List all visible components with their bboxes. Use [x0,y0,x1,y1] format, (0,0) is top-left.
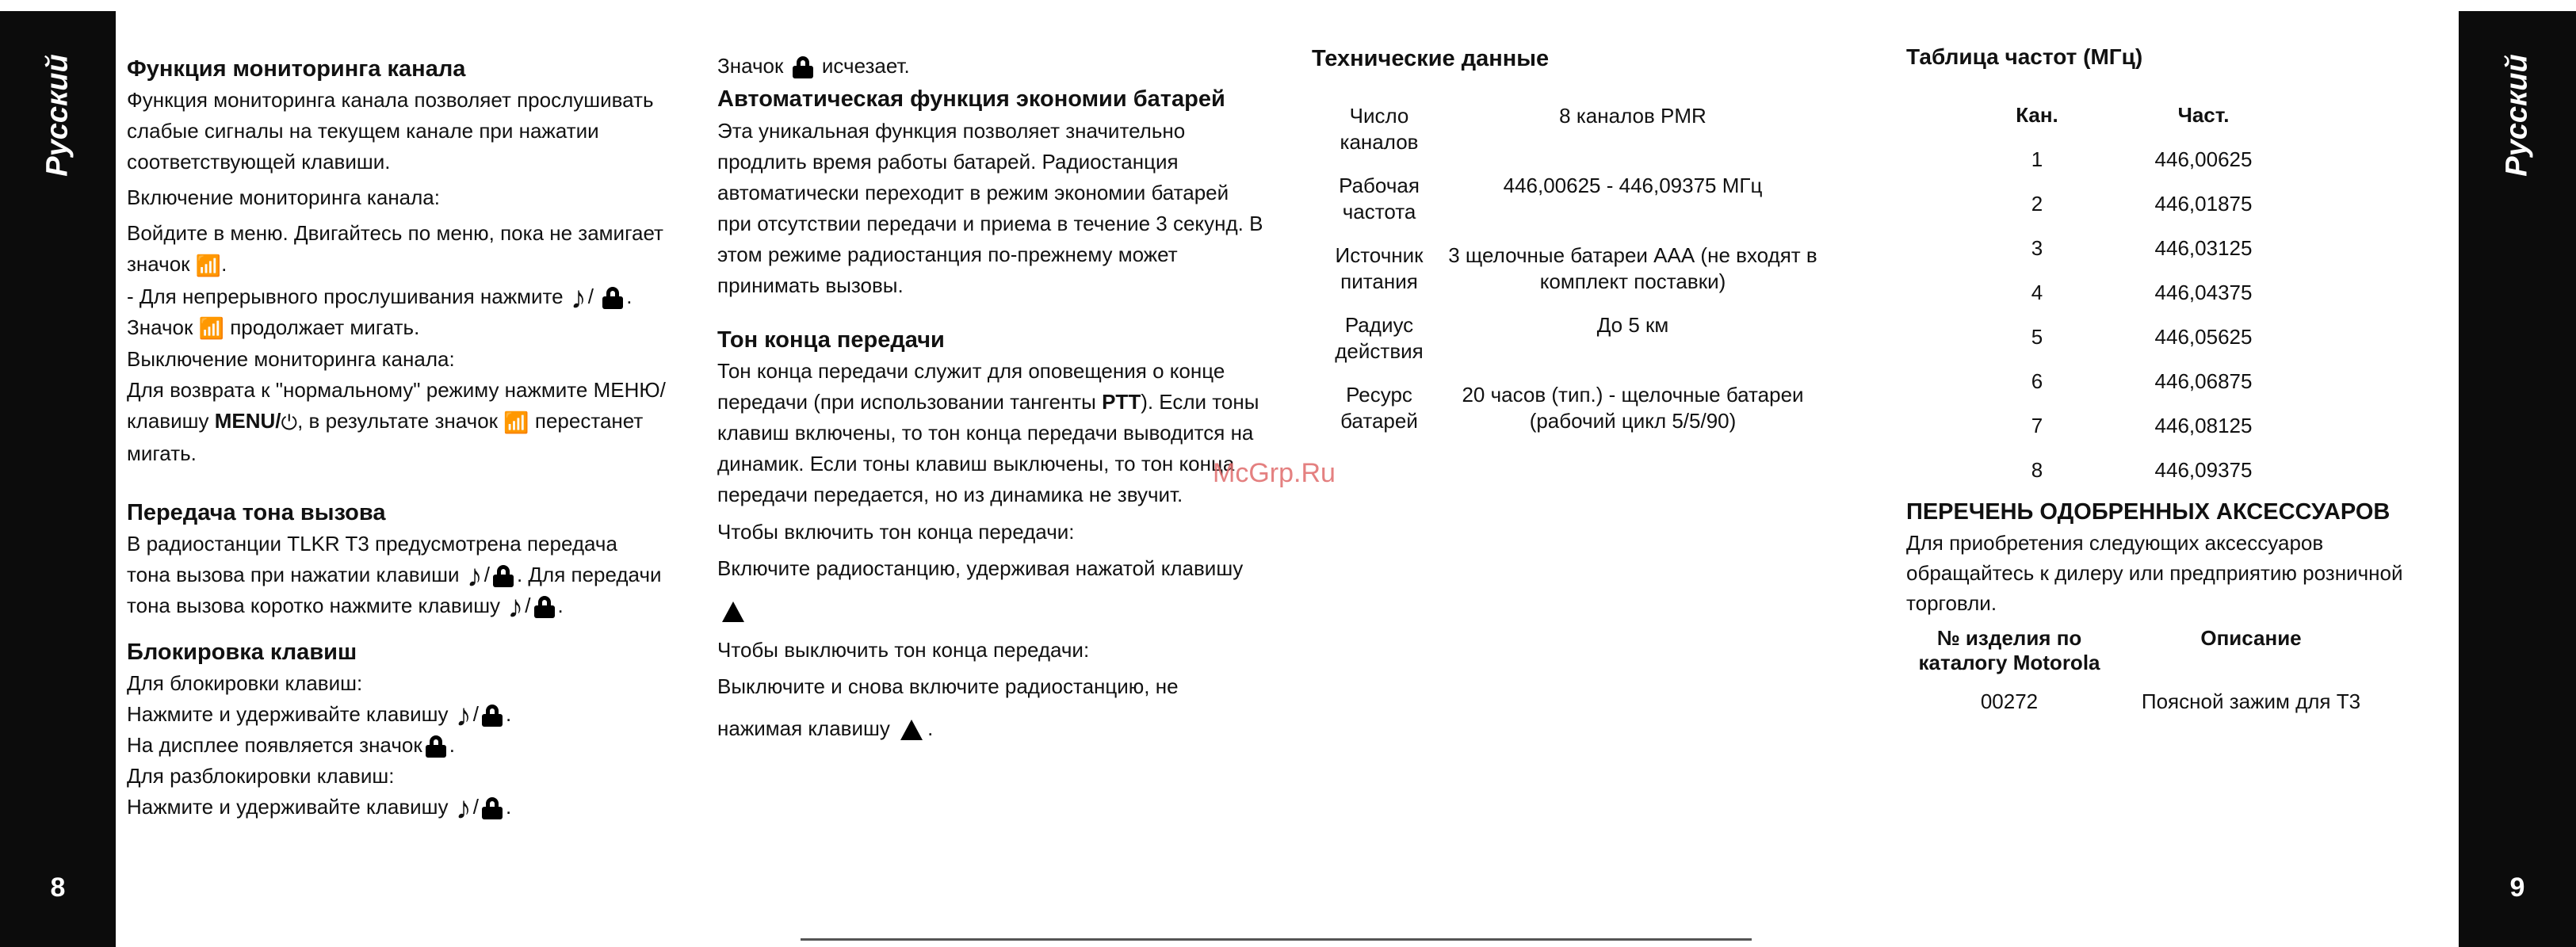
column-2 [717,51,1264,750]
freq-head-channel: Кан. [2016,103,2058,127]
freq-channel: 7 [2031,414,2043,437]
lock-icon [493,565,514,587]
monitor-continuous-text: - Для непрерывного прослушивания нажмите ♪/ . Значок 📶 продолжает мигать. [127,281,666,345]
right-side-tab [2459,11,2576,947]
eot-off-text: Выключите и снова включите радиостанцию, не нажимая клавишу . [717,674,1179,740]
spec-value: 8 каналов PMR [1559,104,1707,128]
column-1 [127,54,666,826]
up-arrow-icon [722,601,744,622]
freq-row [1982,270,2314,315]
keylock-line-4: Для разблокировки клавиш: [127,763,395,788]
music-note-icon: ♪ [455,791,472,826]
eot-on-heading: Чтобы включить тон конца передачи: [717,520,1075,544]
spec-label: Радиус действия [1335,313,1424,363]
freq-channel: 1 [2031,147,2043,171]
freq-value: 446,03125 [2154,236,2253,260]
freq-row [1982,226,2314,270]
acc-head-part: № изделия по каталогу Motorola [1918,626,2100,674]
page-number: 8 [50,873,66,903]
antenna-icon: 📶 [503,410,529,434]
keylock-title: Блокировка клавиш [127,639,357,665]
lock-icon [482,797,503,819]
freq-channel: 4 [2031,281,2043,304]
eot-title: Тон конца передачи [717,327,945,353]
freq-channel: 3 [2031,236,2043,260]
freq-table [1982,93,2314,492]
call-tone-title: Передача тона вызова [127,499,386,525]
music-note-icon: ♪ [466,559,483,594]
freq-value: 446,08125 [2154,414,2253,437]
call-tone-text: В радиостанции TLKR T3 предусмотрена передача тона вызова при нажатии клавиши ♪/ . Для передачи тона вызова коротко нажмите клавишу ♪/ . [127,531,662,624]
freq-value: 446,09375 [2154,458,2253,482]
music-note-icon: ♪ [507,590,524,624]
eot-text: Тон конца передачи служит для оповещения о конце передачи (при использовании тангенты PTT). Если тоны клавиш включены, то тон конца передачи выводится на динамик. Если тоны клавиш выключены, то тон конца передачи передается, но из динамика не звучит. [717,359,1259,506]
accessory-part-number: 00272 [1980,689,2039,713]
freq-row [1982,315,2314,359]
freq-value: 446,06875 [2154,369,2253,393]
page-number: 9 [2509,873,2525,903]
icon-disappears-line: Значок исчезает. [717,54,910,78]
keylock-line-1: Для блокировки клавиш: [127,670,363,695]
column-3 [1312,44,1819,452]
accessories-table [1906,626,2390,714]
freq-value: 446,04375 [2154,281,2253,304]
left-side-tab [0,11,116,947]
freq-row [1982,448,2314,492]
spec-row [1312,312,1819,382]
music-note-icon: ♪ [570,280,587,315]
column-4 [1906,41,2429,714]
power-icon: ⏻ [281,410,298,434]
keylock-line-2: Нажмите и удерживайте клавишу ♪/ . [127,698,512,733]
spec-row [1312,242,1819,312]
spec-label: Число каналов [1340,104,1419,154]
spec-value: 3 щелочные батареи ААА (не входят в комплект поставки) [1448,243,1817,293]
accessories-title: ПЕРЕЧЕНЬ ОДОБРЕННЫХ АКСЕССУАРОВ [1906,499,2391,525]
accessory-description: Поясной зажим для Т3 [2141,689,2361,713]
freq-channel: 5 [2031,325,2043,349]
specs-title: Технические данные [1312,46,1550,71]
spec-label: Рабочая частота [1339,174,1420,223]
battery-save-text: Эта уникальная функция позволяет значительно продлить время работы батарей. Радиостанция автоматически переходит в режим экономии батарей при отсутствии передачи и приема в течение 3 секунд. В этом режиме радиостанция по-прежнему может принимать вызовы. [717,119,1263,297]
up-arrow-icon [900,720,923,740]
specs-table [1312,103,1819,452]
freq-value: 446,00625 [2154,147,2253,171]
watermark: McGrp.Ru [1213,458,1336,488]
spec-value: 20 часов (тип.) - щелочные батареи (рабочий цикл 5/5/90) [1462,383,1804,433]
antenna-icon: 📶 [195,253,222,277]
monitor-off-heading: Выключение мониторинга канала: [127,347,455,372]
lock-icon [534,596,555,618]
freq-channel: 8 [2031,458,2043,482]
spec-label: Ресурс батарей [1340,383,1418,433]
freq-title: Таблица частот (МГц) [1906,44,2143,69]
spec-row [1312,382,1819,452]
freq-row [1982,359,2314,403]
lock-icon [602,287,623,309]
lock-icon [426,735,446,758]
eot-off-heading: Чтобы выключить тон конца передачи: [717,638,1090,662]
keylock-line-3: На дисплее появляется значок . [127,732,455,757]
lock-icon [793,56,813,78]
freq-value: 446,05625 [2154,325,2253,349]
spec-label: Источник питания [1335,243,1424,293]
freq-channel: 2 [2031,192,2043,216]
monitor-on-heading: Включение мониторинга канала: [127,185,440,209]
music-note-icon: ♪ [455,698,472,733]
accessory-row [1906,675,2390,714]
battery-save-title: Автоматическая функция экономии батарей [717,86,1225,112]
monitor-on-text: Войдите в меню. Двигайтесь по меню, пока не замигает значок 📶. [127,218,666,281]
freq-head-frequency: Част. [2177,103,2230,127]
antenna-icon: 📶 [198,316,224,341]
acc-head-desc: Описание [2200,626,2302,650]
accessories-text: Для приобретения следующих аксессуаров обращайтесь к дилеру или предприятию розничной торговли. [1906,531,2403,615]
spec-row [1312,173,1819,242]
bottom-divider [801,938,1752,941]
freq-row [1982,137,2314,181]
freq-row [1982,181,2314,226]
language-tab-label: Русский [2500,54,2534,177]
monitor-title: Функция мониторинга канала [127,56,466,82]
monitor-off-text: Для возврата к "нормальному" режиму нажмите МЕНЮ/клавишу MENU/⏻, в результате значок 📶 перестанет мигать. [127,378,666,465]
freq-row [1982,403,2314,448]
freq-value: 446,01875 [2154,192,2253,216]
monitor-intro: Функция мониторинга канала позволяет прослушивать слабые сигналы на текущем канале при нажатии соответствующей клавиши. [127,88,654,174]
freq-channel: 6 [2031,369,2043,393]
language-tab-label: Русский [40,54,75,177]
spec-row [1312,103,1819,173]
keylock-line-5: Нажмите и удерживайте клавишу ♪/ . [127,791,512,826]
spec-value: До 5 км [1596,313,1669,337]
eot-on-text: Включите радиостанцию, удерживая нажатой клавишу [717,548,1264,632]
lock-icon [482,705,503,727]
spec-value: 446,00625 - 446,09375 МГц [1503,174,1763,197]
